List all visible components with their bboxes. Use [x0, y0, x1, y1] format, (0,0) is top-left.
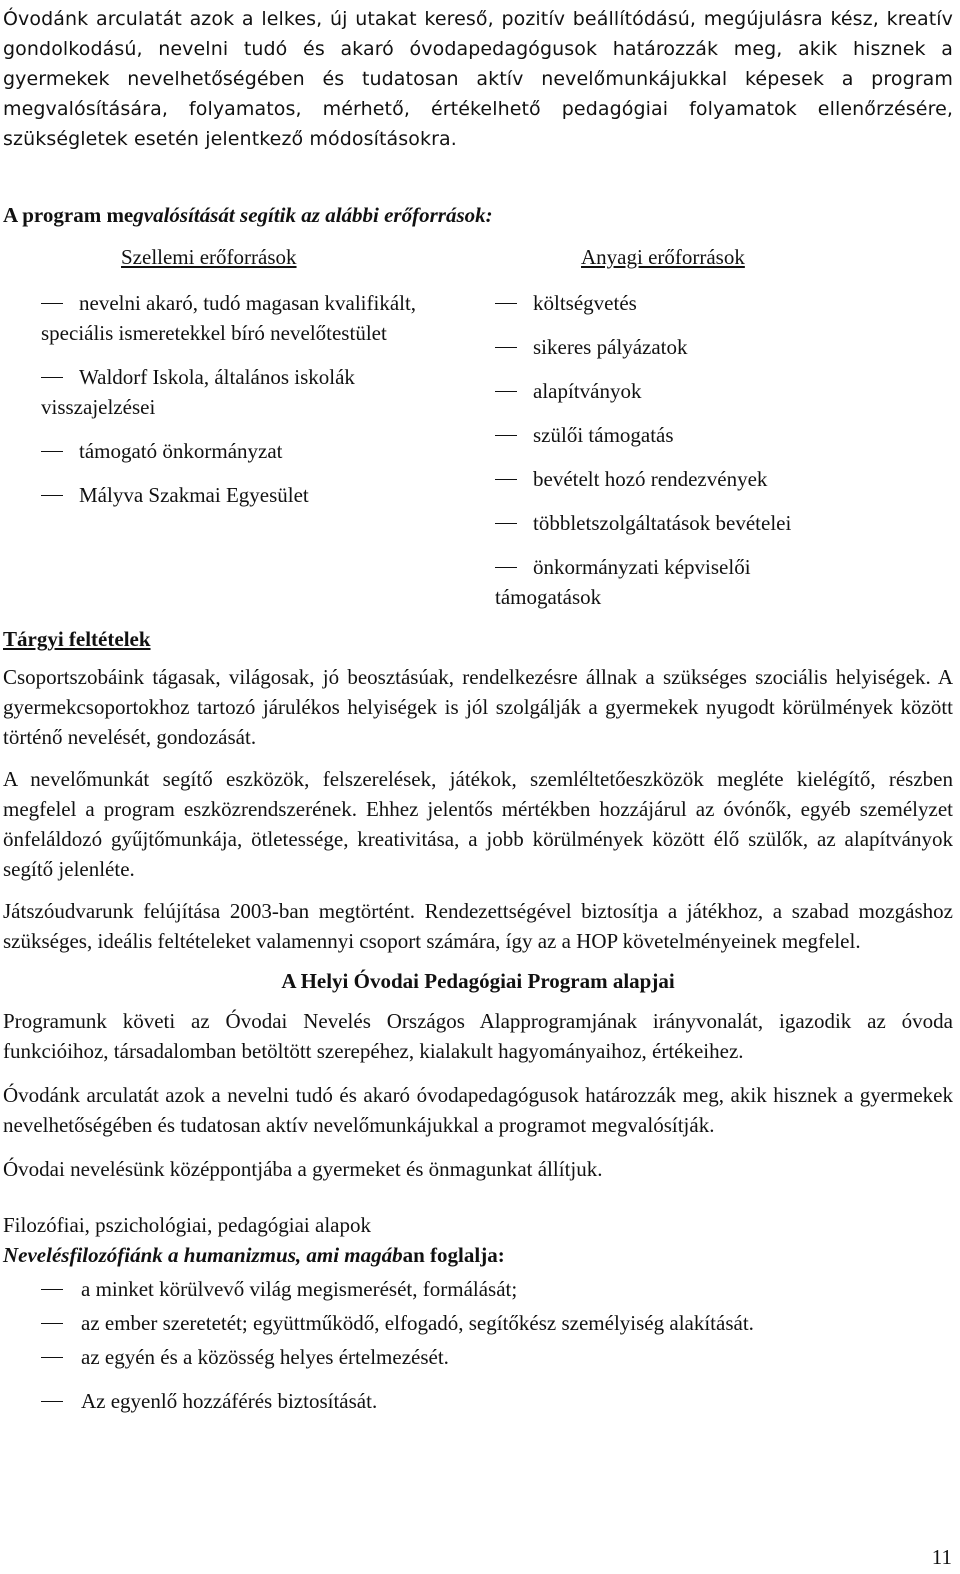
list-item: többletszolgáltatások bevételei — [495, 508, 953, 538]
physical-paragraph-1: Csoportszobáink tágasak, világosak, jó beosztásúak, rendelkezésre állnak a szükséges szociális helyiségek. A gyermekcsoportokhoz tartozó járulékos helyiségek is jól szolgálják a gyermekek nyugodt körülmények között történő nevelését, gondozását. — [3, 665, 953, 749]
list-item: az egyén és a közösség helyes értelmezését. — [3, 1342, 953, 1372]
philosophy-list — [3, 1274, 953, 1416]
material-resources-list — [495, 288, 953, 612]
list-item: Mályva Szakmai Egyesület — [41, 480, 459, 510]
foundations-heading: Filozófiai, pszichológiai, pedagógiai alapok — [3, 1213, 371, 1237]
basics-paragraph-2: Óvodánk arculatát azok a nevelni tudó és akaró óvodapedagógusok határozzák meg, akik hisznek a gyermekek nevelhetőségében és tudatosan aktív nevelőmunkájukkal a programot megvalósítják. — [3, 1083, 953, 1137]
resources-heading-plain: A program me — [3, 203, 134, 227]
basics-paragraph-1: Programunk követi az Óvodai Nevelés Országos Alapprogramjának irányvonalát, igazodik az óvoda funkcióihoz, társadalomban betöltött szerepéhez, kialakult hagyományaihoz, értékeihez. — [3, 1009, 953, 1063]
philosophy-heading — [3, 1240, 953, 1270]
list-item: szülői támogatás — [495, 420, 953, 450]
material-resources-title: Anyagi erőforrások — [581, 245, 745, 269]
physical-paragraph-2: A nevelőmunkát segítő eszközök, felszerelések, játékok, szemléltetőeszközök megléte kielégítő, részben megfelel a program eszközrendszerének. Ehhez jelentős mértékben hozzájárul az óvónők, egyéb személyzet önfeláldozó gyűjtőmunkája, ötletessége, kreativitása, a jobb körülmények között élő szülők, az alapítványok segítő jelenléte. — [3, 767, 953, 881]
list-item: bevételt hozó rendezvények — [495, 464, 953, 494]
list-item: a minket körülvevő világ megismerését, formálását; — [3, 1274, 953, 1304]
list-item: Waldorf Iskola, általános iskolák visszajelzései — [41, 362, 421, 422]
physical-conditions-title: Tárgyi feltételek — [3, 627, 151, 651]
list-item: alapítványok — [495, 376, 953, 406]
resources-heading — [3, 200, 953, 230]
spiritual-resources — [3, 242, 473, 626]
resources-columns — [3, 242, 953, 626]
physical-paragraph-3: Játszóudvarunk felújítása 2003-ban megtörtént. Rendezettségével biztosítja a játékhoz, a szabad mozgáshoz szükséges, ideális feltételeket valamennyi csoport számára, így az a HOP követelményeinek megfelel. — [3, 899, 953, 953]
basics-paragraph-3: Óvodai nevelésünk középpontjába a gyermeket és önmagunkat állítjuk. — [3, 1157, 603, 1181]
list-item: nevelni akaró, tudó magasan kvalifikált, speciális ismeretekkel bíró nevelőtestület — [41, 288, 421, 348]
list-item: az ember szeretetét; együttműködő, elfogadó, segítőkész személyiség alakítását. — [3, 1308, 953, 1338]
list-item: sikeres pályázatok — [495, 332, 953, 362]
material-resources — [473, 242, 953, 626]
resources-heading-italic: gvalósítását segítik az alábbi erőforrások: — [133, 203, 493, 227]
philosophy-heading-bold: an foglalja: — [402, 1243, 505, 1267]
philosophy-heading-italic: Nevelésfilozófiánk a humanizmus, ami magáb — [3, 1243, 403, 1267]
page-number: 11 — [931, 1545, 952, 1569]
spiritual-resources-title: Szellemi erőforrások — [121, 245, 297, 269]
intro-paragraph: Óvodánk arculatát azok a lelkes, új utakat kereső, pozitív beállítódású, megújulásra kész, kreatív gondolkodású, nevelni tudó és akaró óvodapedagógusok határozzák meg, akik hisznek a gyermekek nevelhetőségében és tudatosan aktív nevelőmunkájukkal képesek a program megvalósítására, folyamatos, mérhető, értékelhető pedagógiai folyamatok ellenőrzésére, szükségletek esetén jelentkező módosításokra. — [3, 8, 953, 150]
list-item: Az egyenlő hozzáférés biztosítását. — [3, 1386, 953, 1416]
spiritual-resources-list — [41, 288, 473, 510]
list-item: támogató önkormányzat — [41, 436, 459, 466]
document-page — [3, 4, 953, 1420]
list-item: önkormányzati képviselői támogatások — [495, 552, 815, 612]
list-item: költségvetés — [495, 288, 953, 318]
program-basics-title: A Helyi Óvodai Pedagógiai Program alapjai — [281, 969, 675, 993]
